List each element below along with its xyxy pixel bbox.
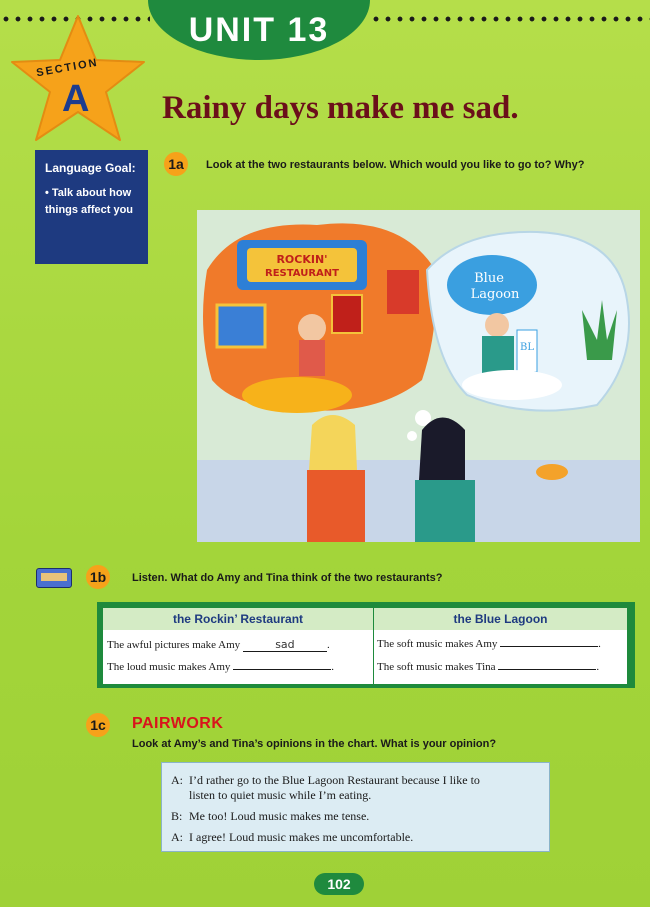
dialog-speaker-1: A:	[171, 773, 183, 787]
row2-col1-period: .	[331, 661, 334, 673]
row1-col1-answer-blank[interactable]: sad	[243, 638, 327, 652]
table-header-rockin: the Rockin’ Restaurant	[103, 608, 373, 630]
dialog-text-1: I’d rather go to the Blue Lagoon Restaurant because I like to	[189, 773, 480, 787]
row1-col1-period: .	[326, 639, 330, 651]
table-column-divider	[373, 608, 374, 684]
table-row1-col1	[107, 638, 330, 652]
pairwork-heading: PAIRWORK	[132, 715, 224, 732]
dialog-speaker-3: B:	[171, 809, 183, 823]
exercise-1c-badge: 1c	[86, 713, 110, 737]
dialog-text-3: Me too! Loud music makes me tense.	[189, 809, 370, 823]
restaurant-opinion-table	[97, 602, 635, 688]
sign-left-line1: ROCKIN'	[276, 253, 328, 266]
pairwork-dialog-box	[161, 762, 550, 852]
table-row1-col2	[377, 638, 601, 650]
restaurant-scene-image	[197, 210, 640, 542]
row2-col1-text: The loud music makes Amy	[107, 661, 231, 673]
sign-right-line1: Blue	[474, 271, 504, 286]
row1-col2-answer-blank[interactable]	[500, 646, 598, 647]
sign-right-line2: Lagoon	[470, 287, 520, 302]
row1-col1-text: The awful pictures make Amy	[107, 639, 241, 651]
row1-col2-period: .	[598, 638, 601, 650]
section-letter: A	[62, 78, 90, 120]
lesson-title: Rainy days make me sad.	[162, 90, 519, 126]
audio-cassette-icon	[36, 568, 72, 588]
top-dot-border-right	[370, 16, 650, 22]
unit-banner	[148, 0, 370, 60]
dialog-text-2: listen to quiet music while I’m eating.	[189, 788, 372, 802]
dialog-line-4	[171, 830, 413, 845]
exercise-1b-text: Listen. What do Amy and Tina think of the two restaurants?	[132, 572, 443, 584]
exercise-1c-text: Look at Amy’s and Tina’s opinions in the chart. What is your opinion?	[132, 738, 497, 750]
exercise-1a-badge: 1a	[164, 152, 188, 176]
row1-col2-text: The soft music makes Amy	[377, 638, 498, 650]
row2-col2-answer-blank[interactable]	[498, 669, 596, 670]
exercise-1b-badge: 1b	[86, 565, 110, 589]
unit-title: UNIT 13	[188, 10, 330, 49]
row2-col1-answer-blank[interactable]	[233, 669, 331, 670]
language-goal-title: Language Goal:	[45, 161, 136, 175]
dialog-line-3	[171, 809, 369, 824]
table-header-blue-lagoon: the Blue Lagoon	[374, 608, 627, 630]
table-row2-col2	[377, 661, 599, 673]
section-label: SECTION	[35, 56, 100, 80]
restaurant-illustration	[197, 210, 640, 542]
language-goal-box	[35, 150, 148, 264]
exercise-1a-text: Look at the two restaurants below. Which would you like to go to? Why?	[206, 159, 585, 171]
table-row2-col1	[107, 661, 334, 673]
menu-letters: BL	[520, 342, 534, 353]
row2-col2-period: .	[596, 661, 600, 673]
dialog-speaker-4: A:	[171, 830, 183, 844]
dialog-line-2	[171, 788, 371, 803]
sign-left-line2: RESTAURANT	[265, 268, 339, 279]
row2-col2-text: The soft music makes Tina	[377, 661, 496, 673]
dialog-line-1	[171, 773, 480, 788]
page-number: 102	[314, 873, 364, 895]
language-goal-bullet: • Talk about how things affect you	[45, 187, 134, 216]
table-body	[103, 608, 627, 684]
dialog-text-4: I agree! Loud music makes me uncomfortable.	[189, 830, 414, 844]
